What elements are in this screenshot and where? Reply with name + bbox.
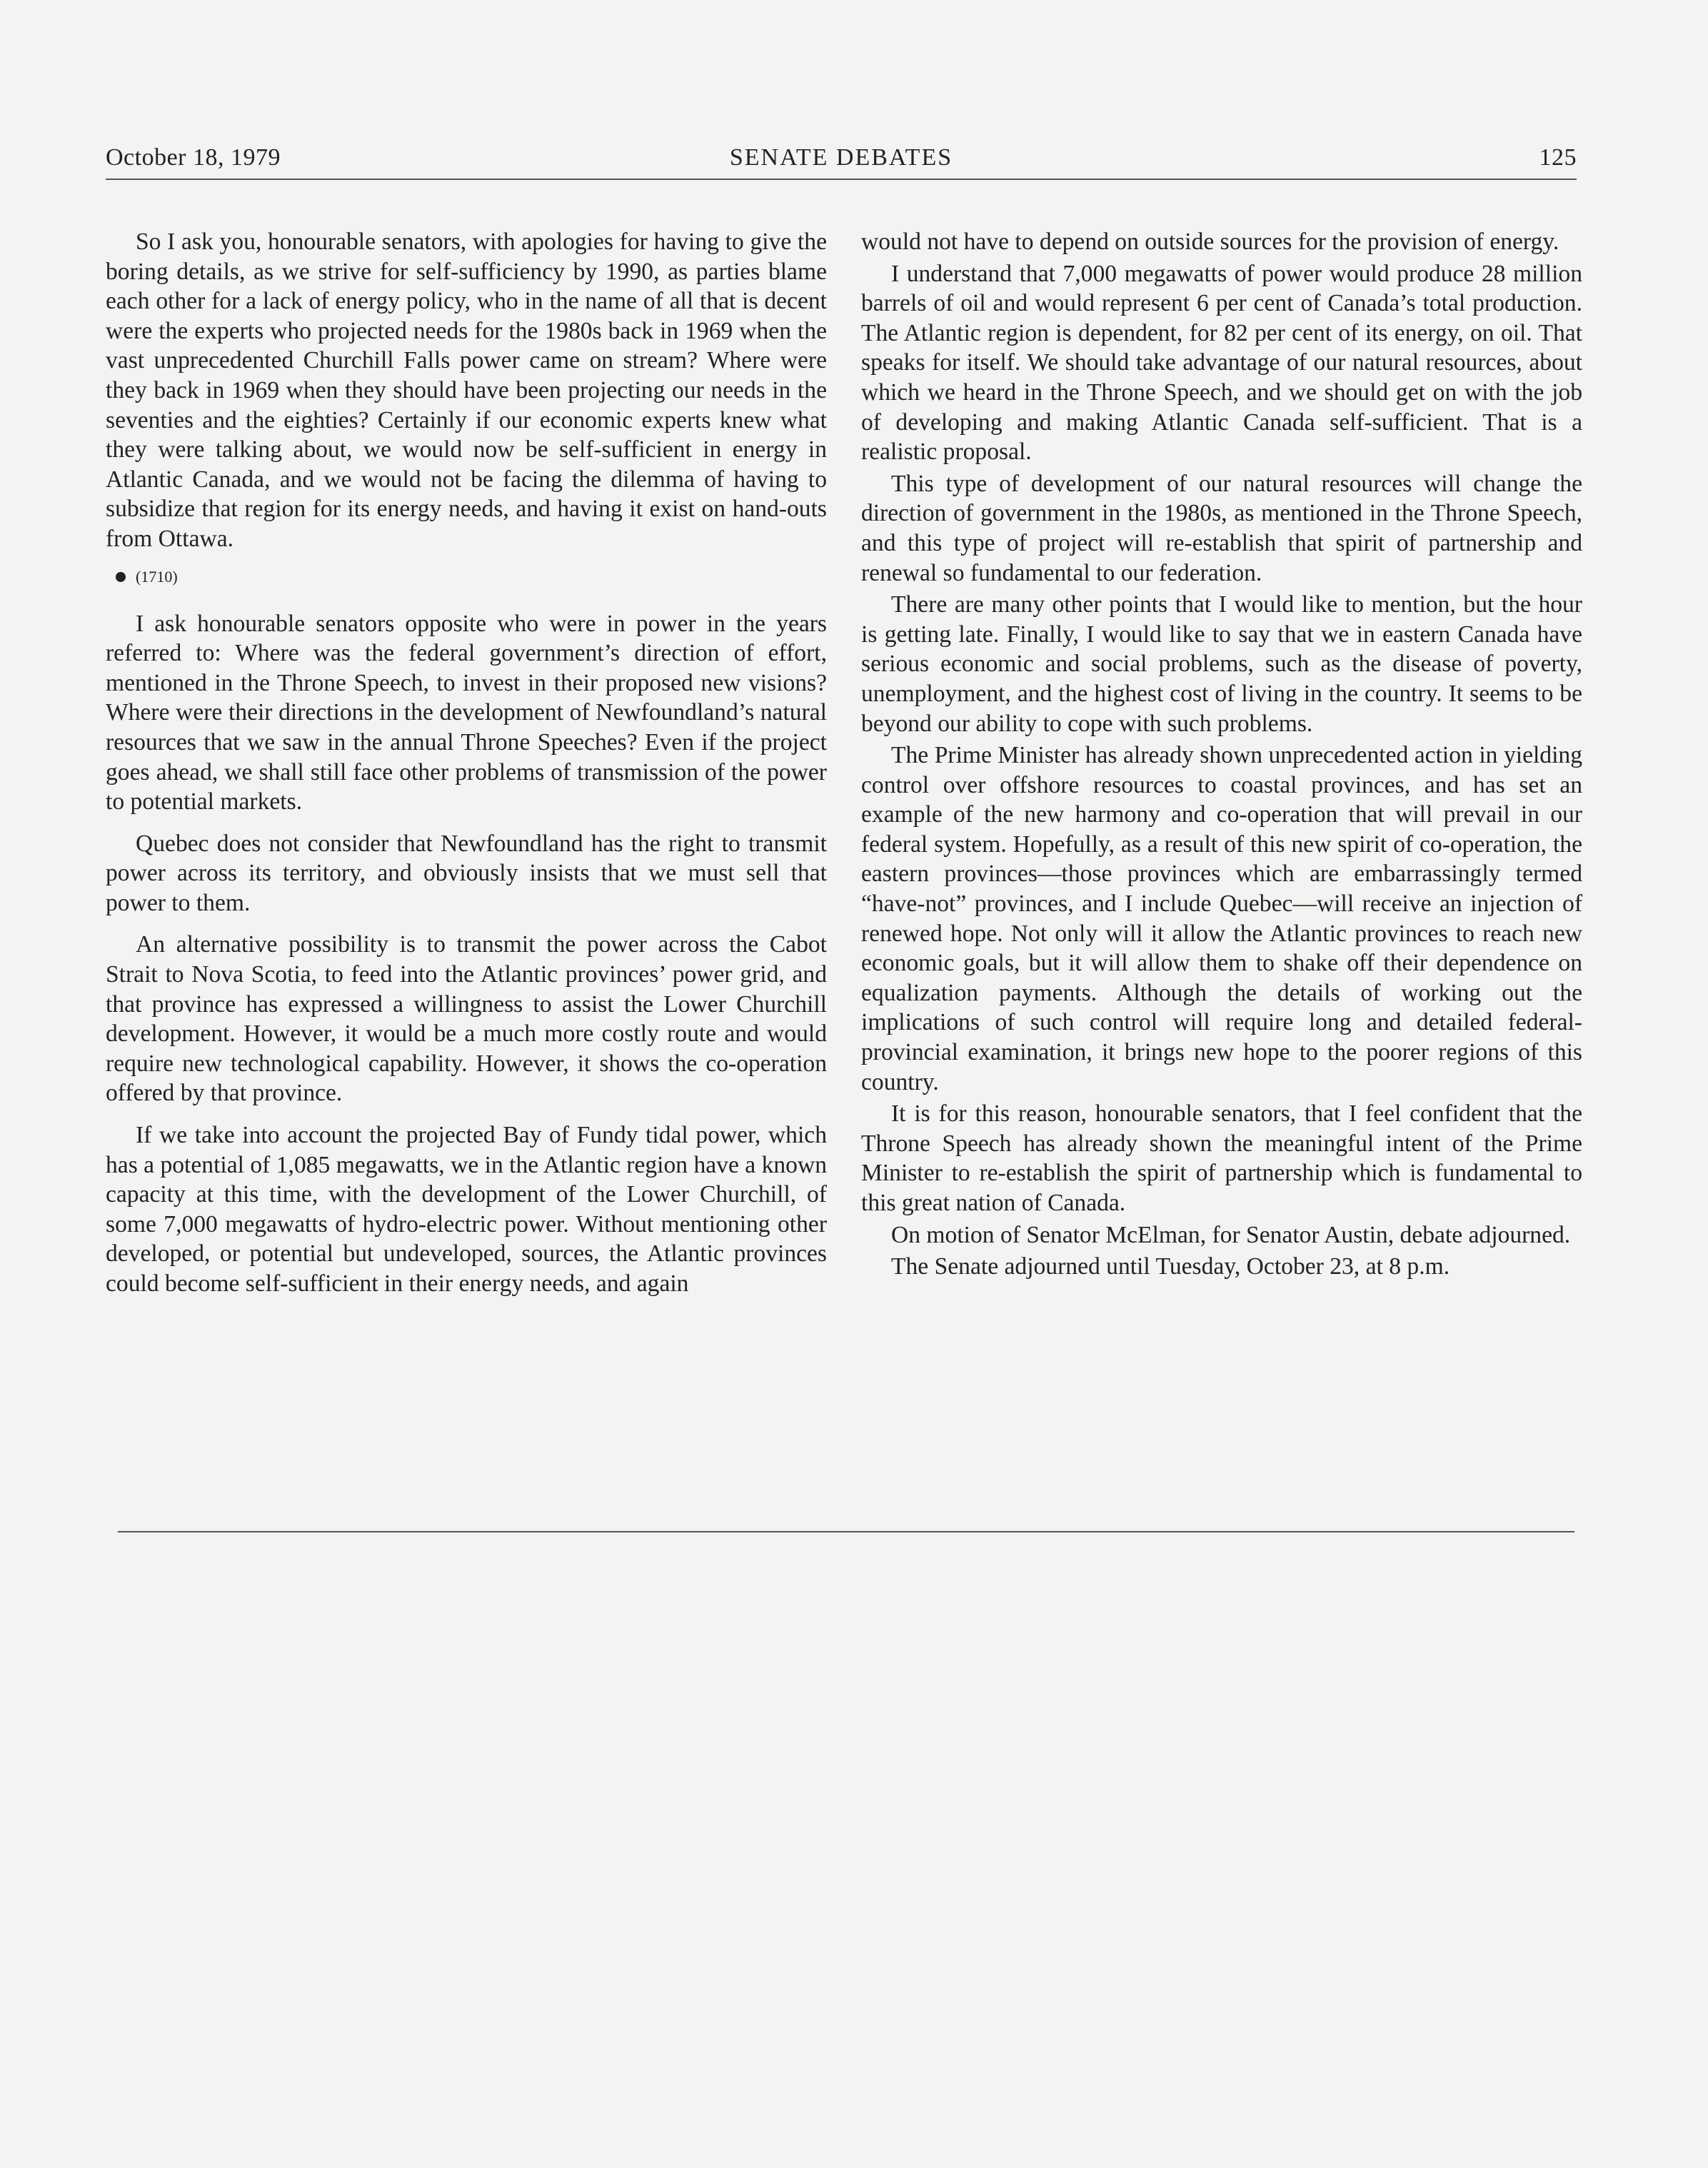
left-column bbox=[106, 227, 827, 1311]
footer-divider bbox=[118, 1531, 1574, 1532]
paragraph: I understand that 7,000 megawatts of power would produce 28 million barrels of oil and would represent 6 per cent of Canada’s total production. The Atlantic region is dependent, for 82 per cent of its energy, on oil. That speaks for itself. We should take advantage of our natural resources, about which we heard in the Throne Speech, and we should get on with the job of developing and making Atlantic Canada self-sufficient. That is a realistic proposal. bbox=[861, 260, 1582, 466]
paragraph: Quebec does not consider that Newfoundland has the right to transmit power across its territory, and obviously insists that we must sell that power to them. bbox=[106, 830, 827, 916]
bullet-icon bbox=[116, 572, 126, 582]
paragraph: On motion of Senator McElman, for Senator Austin, debate adjourned. bbox=[891, 1221, 1571, 1248]
header-title: SENATE DEBATES bbox=[729, 144, 953, 171]
page-header bbox=[106, 141, 1577, 179]
paragraph: It is for this reason, honourable senators, that I feel confident that the Throne Speech has already shown the meaningful intent of the Prime Minister to re-establish the spirit of partnership which is fundamental to this great nation of Canada. bbox=[861, 1100, 1582, 1216]
paragraph: The Senate adjourned until Tuesday, October 23, at 8 p.m. bbox=[891, 1253, 1450, 1280]
time-marker-label: (1710) bbox=[136, 567, 178, 586]
paragraph: So I ask you, honourable senators, with apologies for having to give the boring details, as we strive for self-sufficiency by 1990, as parties blame each other for a lack of energy policy, who in the name of all that is decent were the experts who projected needs for the 1980s back in 1969 when the vast unprecedented Churchill Falls power came on stream? Where were they back in 1969 when they should have been projecting our needs in the seventies and the eighties? Certainly if our economic experts knew what they were talking about, we would now be self-sufficient in energy in Atlantic Canada, and we would not be facing the dilemma of having to subsidize that region for its energy needs, and having it exist on hand-outs from Ottawa. bbox=[106, 229, 827, 552]
paragraph: I ask honourable senators opposite who were in power in the years referred to: Where was the federal government’s direction of effort, mentioned in the Throne Speech, to invest in their proposed new visions? Where were their directions in the development of Newfoundland’s natural resources that we saw in the annual Throne Speeches? Even if the project goes ahead, we shall still face other problems of transmission of the power to potential markets. bbox=[106, 610, 827, 815]
paragraph: If we take into account the projected Bay of Fundy tidal power, which has a potential of 1,085 megawatts, we in the Atlantic region have a known capacity at this time, with the development of the Lower Churchill, of some 7,000 megawatts of hydro-electric power. Without mentioning other developed, or potential but undeveloped, sources, the Atlantic provinces could become self-sufficient in their energy needs, and again bbox=[106, 1122, 827, 1297]
right-column bbox=[861, 227, 1582, 1284]
paragraph: There are many other points that I would like to mention, but the hour is getting late. Finally, I would like to say that we in eastern Canada have serious economic and social problems, such as the disease of poverty, unemployment, and the highest cost of living in the country. It seems to be beyond our ability to cope with such problems. bbox=[861, 591, 1582, 737]
page-number: 125 bbox=[1539, 144, 1577, 171]
header-date: October 18, 1979 bbox=[106, 144, 281, 171]
paragraph: The Prime Minister has already shown unprecedented action in yielding control over offshore resources to coastal provinces, and has set an example of the new harmony and co-operation that will prevail in our federal system. Hopefully, as a result of this new spirit of co-operation, the eastern provinces—those provinces which are embarrassingly termed “have-not” provinces, and I include Quebec—will receive an injection of renewed hope. Not only will it allow the Atlantic provinces to reach new economic goals, but it will allow them to shake off their dependence on equalization payments. Although the details of working out the implications of such control will require long and detailed federal-provincial examination, it brings new hope to the poorer regions of this country. bbox=[861, 742, 1582, 1095]
time-marker bbox=[116, 566, 827, 588]
paragraph: This type of development of our natural resources will change the direction of government in the 1980s, as mentioned in the Throne Speech, and this type of project will re-establish that spirit of partnership and renewal so fundamental to our federation. bbox=[861, 470, 1582, 586]
header-divider bbox=[106, 179, 1577, 180]
paragraph: would not have to depend on outside sources for the provision of energy. bbox=[861, 229, 1559, 255]
paragraph: An alternative possibility is to transmit the power across the Cabot Strait to Nova Scotia, to feed into the Atlantic provinces’ power grid, and that province has expressed a willingness to assist the Lower Churchill development. However, it would be a much more costly route and would require new technological capability. However, it shows the co-operation offered by that province. bbox=[106, 931, 827, 1107]
